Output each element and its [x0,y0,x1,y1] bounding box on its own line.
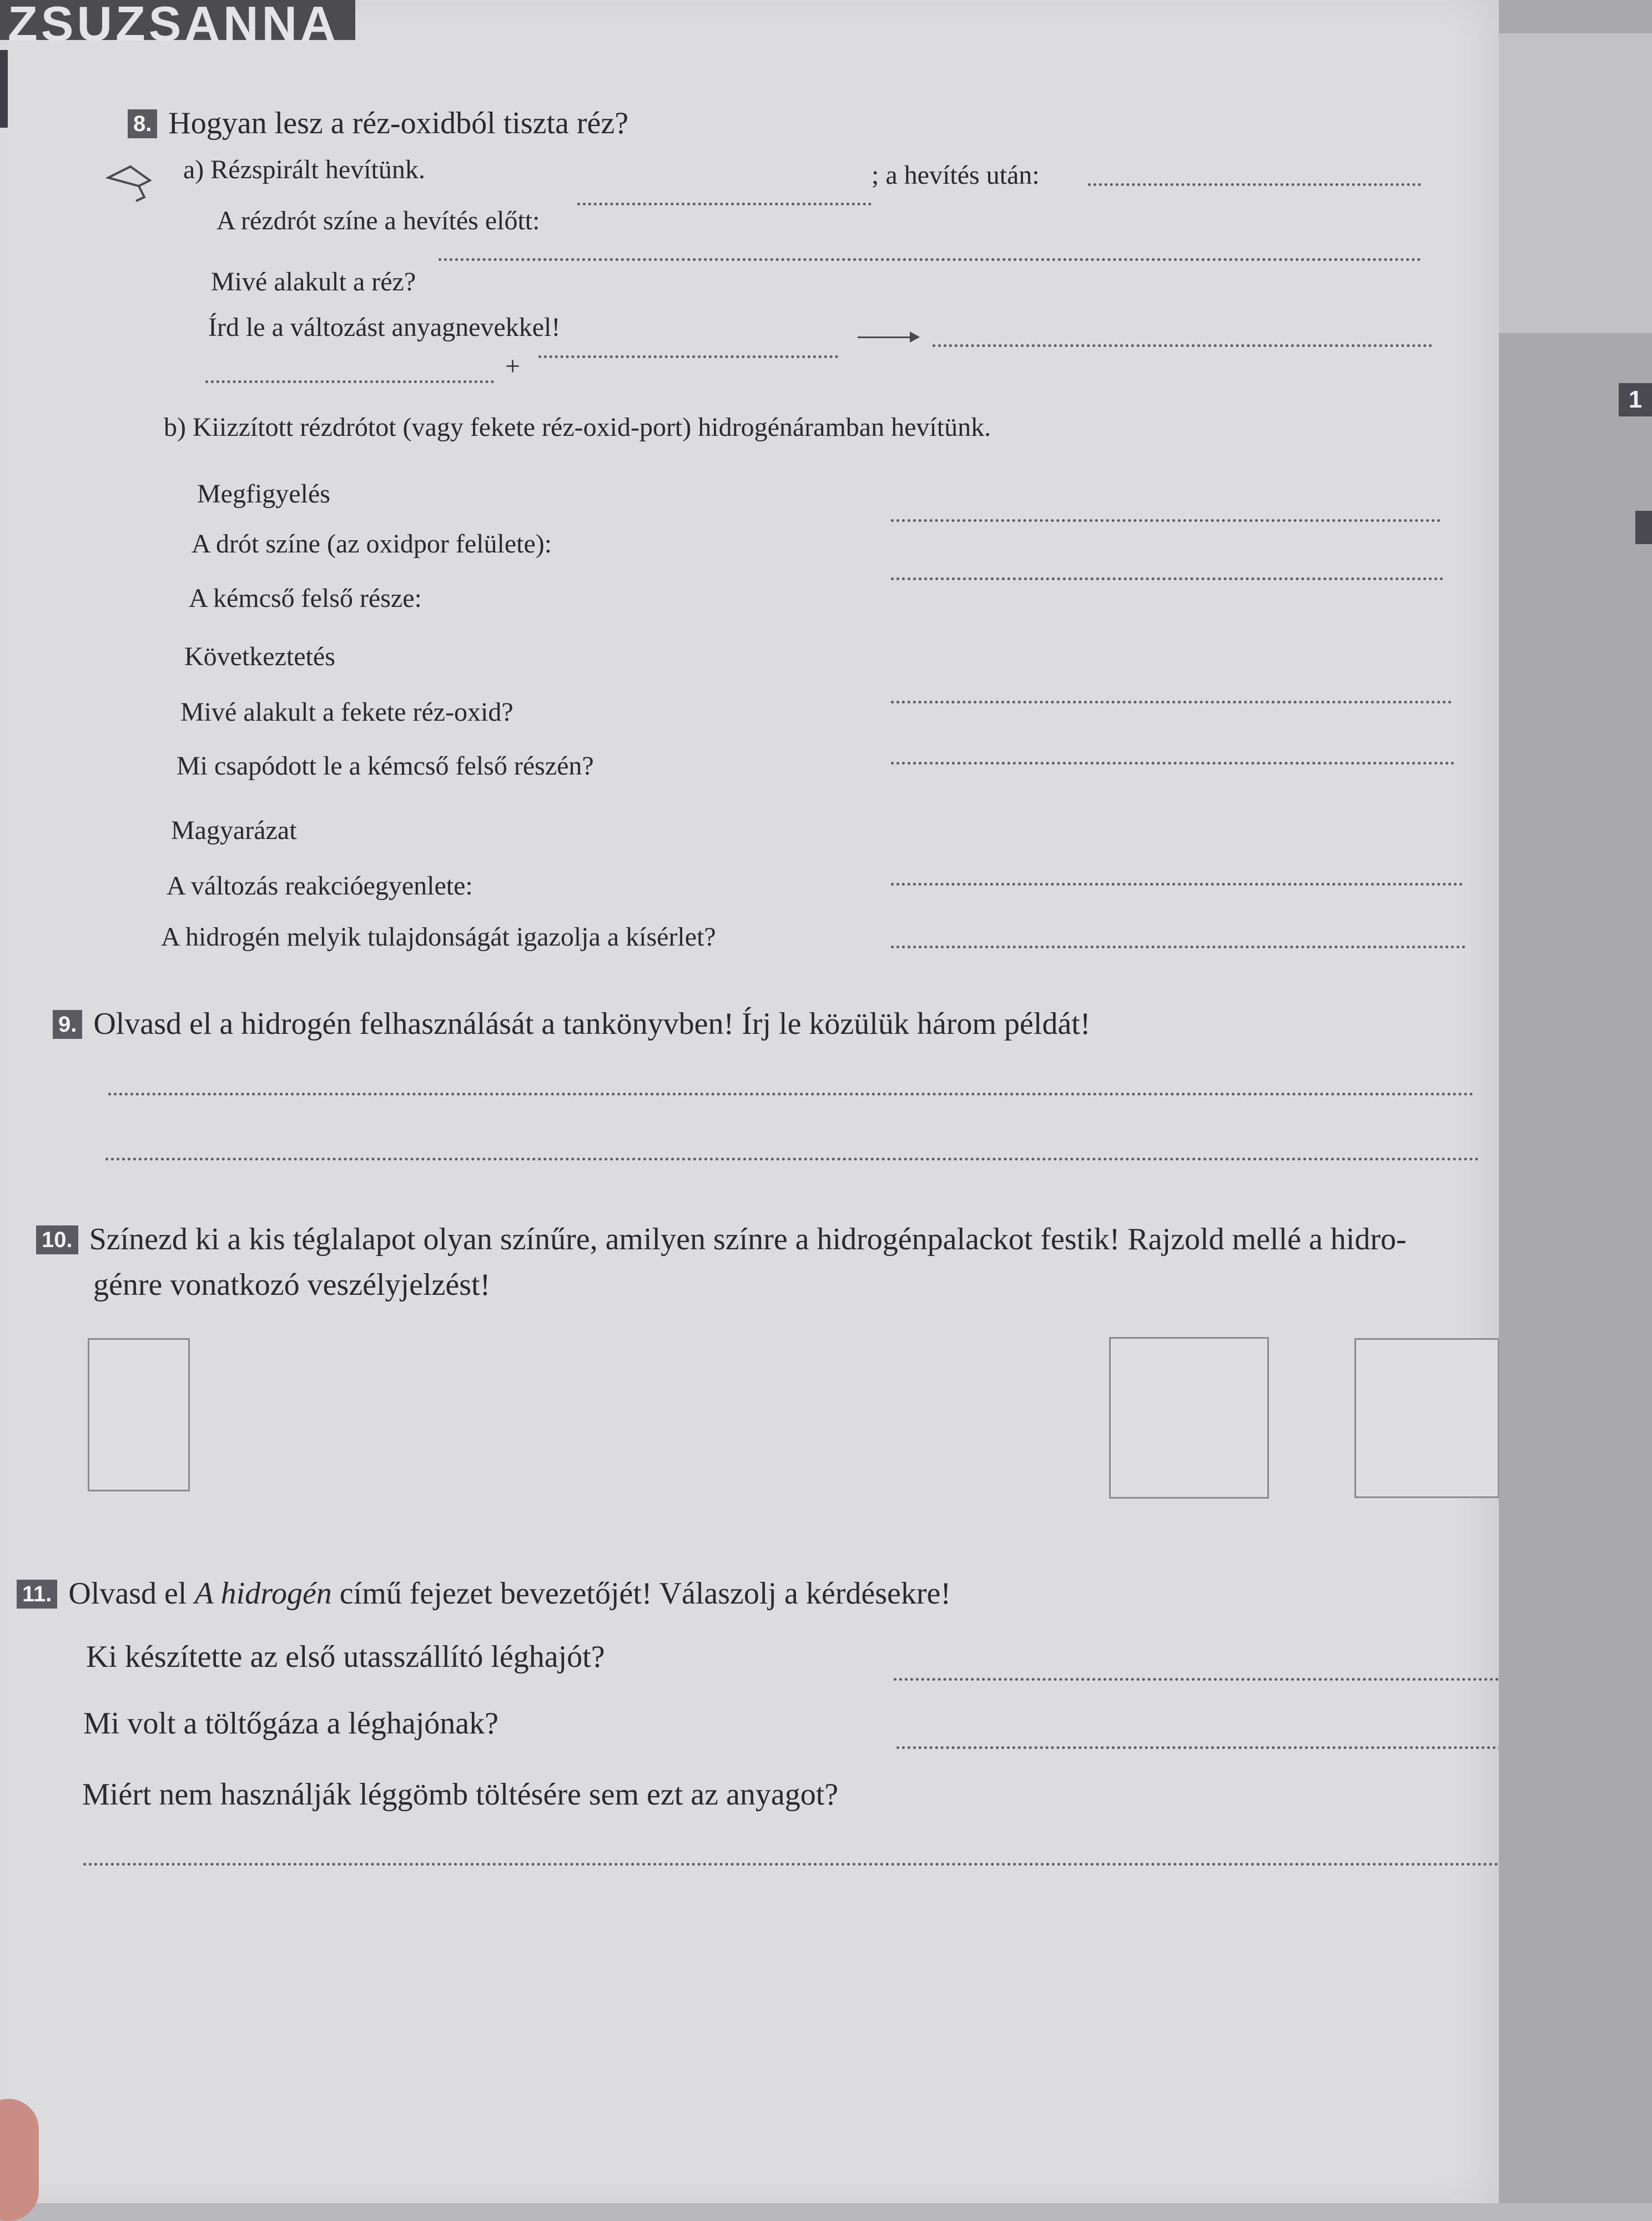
facing-page [1499,0,1652,2203]
q11-why-label: Miért nem használják léggömb töltésére sem ezt az anyagot? [82,1777,839,1812]
q11-text-before: Olvasd el [68,1576,195,1611]
q8b-equation-answer[interactable] [891,883,1463,886]
q8a-after-label: ; a hevítés után: [872,160,1040,190]
q8a-became-answer[interactable] [439,258,1421,261]
q9-number: 9. [53,1010,82,1039]
q9-answer-line-2[interactable] [105,1158,1479,1160]
q11-who-label: Ki készítette az első utasszállító léghajót? [86,1640,605,1674]
q8b-wire-color-answer[interactable] [891,519,1441,522]
header-band [0,0,355,51]
q8a-plus: + [505,351,521,381]
margin-bar [0,50,8,128]
q8b-conclusion-heading: Következtetés [184,642,335,671]
q11-why-answer[interactable] [83,1863,1515,1866]
q8b-tube-top-label: A kémcső felső része: [189,584,422,613]
facing-page-tab: 1 [1619,383,1652,416]
q8b-title: b) Kiizzított rézdrótot (vagy fekete réz-oxid-port) hidrogénáramban hevítünk. [164,413,991,442]
q8a-reactant2-answer[interactable] [538,355,838,358]
q11-who-answer[interactable] [894,1678,1504,1681]
q8a-color-after-answer[interactable] [1088,183,1421,186]
q8a-product-answer[interactable] [933,344,1432,347]
q8-heading [128,105,628,141]
q8a-title: a) Rézspirált hevítünk. [183,155,425,184]
header-name: ZSUZSANNA [8,0,339,51]
q11-number: 11. [17,1580,57,1609]
q8b-observation-heading: Megfigyelés [197,479,330,509]
q11-gas-answer[interactable] [896,1746,1507,1749]
facing-page-tab-2 [1635,511,1652,544]
q8b-equation-label: A változás reakcióegyenlete: [167,871,473,901]
q8a-write-change-label: Írd le a változást anyagnevekkel! [208,313,561,342]
q8a-reactant1-answer[interactable] [205,380,494,383]
q8-number: 8. [128,109,157,138]
hazard-symbol-box-2[interactable] [1354,1338,1499,1498]
spirit-lamp-icon [105,161,155,205]
facing-page-strip [1499,33,1652,333]
q8b-wire-color-label: A drót színe (az oxidpor felülete): [192,529,552,559]
thumb [0,2099,39,2221]
q9-heading [53,1006,1090,1042]
q11-text-italic: A hidrogén [194,1576,332,1611]
q11-heading [17,1576,951,1611]
q10-line2: génre vonatkozó veszélyjelzést! [93,1268,491,1302]
q8b-deposited-label: Mi csapódott le a kémcső felső részén? [177,751,594,781]
q8b-black-oxide-label: Mivé alakult a fekete réz-oxid? [180,697,513,727]
q8a-color-before-answer[interactable] [577,203,872,205]
q8b-deposited-answer[interactable] [891,762,1454,765]
q10-heading [36,1222,1407,1257]
q8b-property-answer[interactable] [891,946,1465,948]
q11-gas-label: Mi volt a töltőgáza a léghajónak? [83,1706,498,1741]
color-rectangle-box[interactable] [88,1338,190,1491]
q8b-explanation-heading: Magyarázat [171,816,297,845]
q10-line1: Színezd ki a kis téglalapot olyan színűre, amilyen színre a hidrogénpalackot festik! Rajzold mellé a hidro- [89,1222,1407,1257]
q8b-tube-top-answer[interactable] [891,577,1443,580]
q10-number: 10. [36,1225,78,1254]
q8a-color-before-label: A rézdrót színe a hevítés előtt: [216,206,540,235]
q9-text: Olvasd el a hidrogén felhasználását a tankönyvben! Írj le közülük három példát! [93,1007,1091,1041]
hazard-symbol-box-1[interactable] [1109,1337,1269,1499]
reaction-arrow-icon [858,336,919,338]
q11-text-after: című fejezet bevezetőjét! Válaszolj a kérdésekre! [331,1576,951,1611]
q8a-became-label: Mivé alakult a réz? [211,267,416,297]
q8-question: Hogyan lesz a réz-oxidból tiszta réz? [168,106,629,140]
q8b-black-oxide-answer[interactable] [891,701,1452,704]
q8b-property-label: A hidrogén melyik tulajdonságát igazolja a kísérlet? [161,922,716,952]
q9-answer-line-1[interactable] [108,1093,1474,1096]
